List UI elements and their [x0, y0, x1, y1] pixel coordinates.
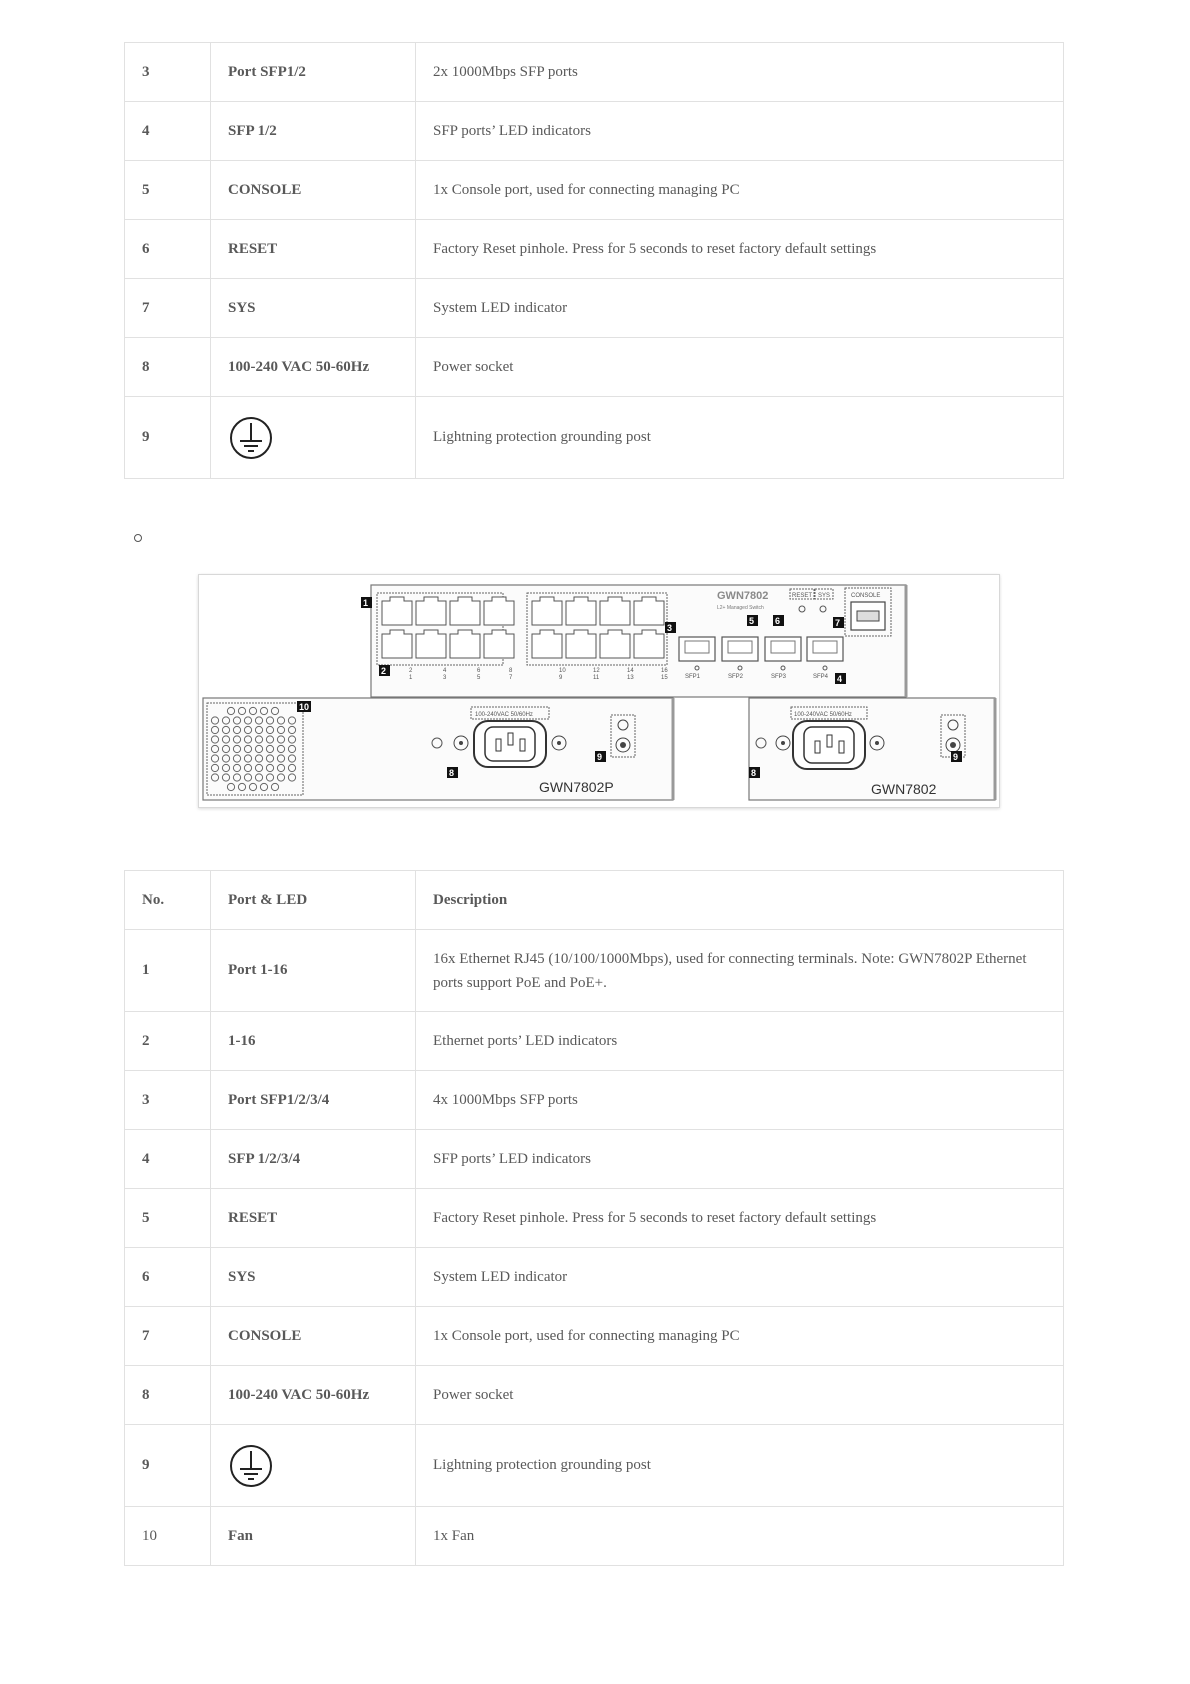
port-number-label: 15	[661, 675, 668, 681]
row-description: Power socket	[416, 338, 1064, 397]
row-description: Ethernet ports’ LED indicators	[416, 1012, 1064, 1071]
callout-number: 8	[449, 768, 455, 778]
ground-cell	[211, 1425, 416, 1507]
rj45-port	[634, 630, 664, 658]
table-header-row	[125, 871, 1064, 930]
rj45-port	[416, 630, 446, 658]
rj45-port	[566, 630, 596, 658]
port-number-label: 12	[593, 668, 600, 674]
table-row	[125, 338, 1064, 397]
port-number-label: 4	[443, 668, 447, 674]
row-number: 8	[125, 1366, 211, 1425]
sfp-label: SFP1	[685, 674, 701, 680]
rj45-port	[600, 630, 630, 658]
row-number: 5	[125, 1189, 211, 1248]
rj45-port	[382, 597, 412, 625]
port-name: SFP 1/2/3/4	[211, 1130, 416, 1189]
rj45-port	[566, 597, 596, 625]
row-number: 10	[125, 1507, 211, 1566]
list-bullet	[134, 534, 142, 542]
port-name: SYS	[211, 1248, 416, 1307]
row-description: Lightning protection grounding post	[416, 397, 1064, 479]
sfp-label: SFP4	[813, 674, 829, 680]
row-number: 7	[125, 279, 211, 338]
port-name: Fan	[211, 1507, 416, 1566]
row-description: 1x Console port, used for connecting managing PC	[416, 161, 1064, 220]
rj45-port	[416, 597, 446, 625]
power-label-left: 100-240VAC 50/60Hz	[475, 712, 533, 718]
port-name: RESET	[211, 1189, 416, 1248]
row-description: SFP ports’ LED indicators	[416, 1130, 1064, 1189]
port-name: SYS	[211, 279, 416, 338]
row-description: System LED indicator	[416, 279, 1064, 338]
model-subtitle: L2+ Managed Switch	[717, 605, 764, 611]
row-description: 1x Console port, used for connecting managing PC	[416, 1307, 1064, 1366]
port-number-label: 1	[409, 675, 413, 681]
table-row	[125, 102, 1064, 161]
table-row	[125, 43, 1064, 102]
table-row	[125, 1248, 1064, 1307]
port-number-label: 10	[559, 668, 566, 674]
rj45-port	[450, 630, 480, 658]
callout-number: 7	[835, 618, 841, 628]
bottom-spec-table	[124, 870, 1064, 1566]
port-name: CONSOLE	[211, 1307, 416, 1366]
port-number-label: 16	[661, 668, 668, 674]
row-description: Power socket	[416, 1366, 1064, 1425]
table-row	[125, 1071, 1064, 1130]
callout-number: 6	[775, 616, 781, 626]
rj45-port	[532, 630, 562, 658]
row-description: Factory Reset pinhole. Press for 5 seconds to reset factory default settings	[416, 220, 1064, 279]
row-number: 3	[125, 1071, 211, 1130]
row-number: 7	[125, 1307, 211, 1366]
port-number-label: 2	[409, 668, 413, 674]
rj45-port	[382, 630, 412, 658]
row-number: 2	[125, 1012, 211, 1071]
console-label: CONSOLE	[851, 593, 881, 599]
ground-cell	[211, 397, 416, 479]
port-number-label: 7	[509, 675, 513, 681]
row-description: 2x 1000Mbps SFP ports	[416, 43, 1064, 102]
header-port: Port & LED	[211, 871, 416, 930]
callout-number: 2	[381, 666, 387, 676]
table-row	[125, 279, 1064, 338]
row-number: 8	[125, 338, 211, 397]
callout-number: 1	[363, 598, 369, 608]
port-number-label: 6	[477, 668, 481, 674]
port-name: Port 1-16	[211, 930, 416, 1012]
row-description: System LED indicator	[416, 1248, 1064, 1307]
row-description: 1x Fan	[416, 1507, 1064, 1566]
model-name-top: GWN7802	[717, 590, 769, 602]
port-name: RESET	[211, 220, 416, 279]
header-description: Description	[416, 871, 1064, 930]
row-number: 4	[125, 1130, 211, 1189]
rj45-port	[484, 630, 514, 658]
callout-number: 4	[837, 674, 843, 684]
port-number-label: 3	[443, 675, 447, 681]
row-description: 4x 1000Mbps SFP ports	[416, 1071, 1064, 1130]
row-number: 3	[125, 43, 211, 102]
header-no: No.	[125, 871, 211, 930]
table-row	[125, 1307, 1064, 1366]
model-name-right: GWN7802	[871, 781, 937, 797]
port-number-label: 14	[627, 668, 634, 674]
port-number-label: 11	[593, 675, 600, 681]
row-number: 9	[125, 1425, 211, 1507]
row-number: 4	[125, 102, 211, 161]
rj45-port	[532, 597, 562, 625]
sfp-label: SFP2	[728, 674, 744, 680]
row-number: 5	[125, 161, 211, 220]
table-row	[125, 1366, 1064, 1425]
port-name: 1-16	[211, 1012, 416, 1071]
sys-label: SYS	[818, 593, 831, 599]
rj45-port	[634, 597, 664, 625]
ground-icon	[228, 1443, 274, 1489]
table-row	[125, 1130, 1064, 1189]
rj45-port	[600, 597, 630, 625]
port-name: 100-240 VAC 50-60Hz	[211, 338, 416, 397]
port-name: Port SFP1/2/3/4	[211, 1071, 416, 1130]
row-description: 16x Ethernet RJ45 (10/100/1000Mbps), used for connecting terminals. Note: GWN7802P Ethernet ports support PoE and PoE+.	[416, 930, 1064, 1012]
power-label-right: 100-240VAC 50/60Hz	[794, 712, 852, 718]
port-number-label: 5	[477, 675, 481, 681]
rj45-port	[484, 597, 514, 625]
row-number: 9	[125, 397, 211, 479]
switch-panel-drawing	[199, 575, 999, 807]
port-name: Port SFP1/2	[211, 43, 416, 102]
table-row	[125, 930, 1064, 1012]
row-description: Factory Reset pinhole. Press for 5 seconds to reset factory default settings	[416, 1189, 1064, 1248]
callout-number: 10	[299, 702, 310, 712]
port-number-label: 8	[509, 668, 513, 674]
callout-number: 8	[751, 768, 757, 778]
port-name: 100-240 VAC 50-60Hz	[211, 1366, 416, 1425]
callout-number: 5	[749, 616, 755, 626]
table-row	[125, 220, 1064, 279]
table-row	[125, 1189, 1064, 1248]
row-description: Lightning protection grounding post	[416, 1425, 1064, 1507]
switch-panel-figure	[198, 574, 1000, 808]
table-row	[125, 1507, 1064, 1566]
row-number: 6	[125, 1248, 211, 1307]
table-row	[125, 397, 1064, 479]
reset-label: RESET	[792, 593, 813, 599]
row-number: 6	[125, 220, 211, 279]
top-spec-table	[124, 42, 1064, 479]
table-row	[125, 1425, 1064, 1507]
callout-number: 3	[667, 623, 673, 633]
row-description: SFP ports’ LED indicators	[416, 102, 1064, 161]
ground-icon	[228, 415, 274, 461]
port-name: SFP 1/2	[211, 102, 416, 161]
callout-number: 9	[597, 752, 603, 762]
port-number-label: 9	[559, 675, 563, 681]
model-name-left: GWN7802P	[539, 779, 614, 795]
sfp-label: SFP3	[771, 674, 787, 680]
callout-number: 9	[953, 752, 959, 762]
port-number-label: 13	[627, 675, 634, 681]
row-number: 1	[125, 930, 211, 1012]
table-row	[125, 1012, 1064, 1071]
rj45-port	[450, 597, 480, 625]
table-row	[125, 161, 1064, 220]
port-name: CONSOLE	[211, 161, 416, 220]
